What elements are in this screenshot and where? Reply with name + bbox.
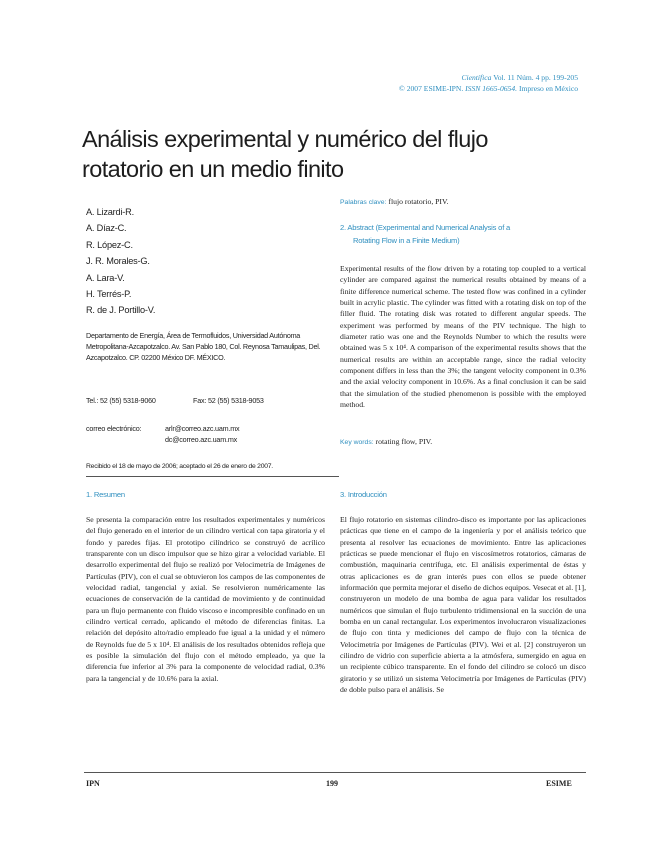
title-line-2: rotatorio en un medio finito <box>82 156 344 182</box>
key-words <box>340 437 432 446</box>
journal-name: Científica <box>461 73 492 82</box>
introduccion-heading: 3. Introducción <box>340 490 387 499</box>
author-list <box>86 204 155 319</box>
printed-text: Impreso en México <box>518 84 578 93</box>
divider <box>86 476 339 477</box>
abstract-heading <box>340 222 590 247</box>
page-number: 199 <box>326 779 338 788</box>
resumen-heading: 1. Resumen <box>86 490 125 499</box>
key-words-label: Key words: <box>340 439 374 446</box>
author: R. de J. Portillo-V. <box>86 305 156 316</box>
affiliation: Departamento de Energía, Área de Termofluidos, Universidad Autónoma Metropolitana-Azcapotzalco. Av. San Pablo 180, Col. Reynosa Tamaulipas, Del. Azcapotzalco. CP. 02200 México DF. MÉXICO. <box>86 331 321 363</box>
phone-number: Tel.: 52 (55) 5318-9060 <box>86 396 156 405</box>
key-words-text: rotating flow, PIV. <box>375 437 433 446</box>
author: A. Lara-V. <box>86 272 125 283</box>
palabras-clave <box>340 197 448 206</box>
journal-issue: Vol. 11 Núm. 4 pp. 199-205 <box>493 73 578 82</box>
footer-right: ESIME <box>546 779 572 788</box>
resumen-text: Se presenta la comparación entre los resultados experimentales y numéricos del flujo generado en el interior de un cilindro vertical con tapa giratoria y el fondo y paredes fijas. El prototipo cilíndrico se construyó de acrílico transparente con un disco impulsor que se hizo girar a velocidad variable. El desarrollo experimental del flujo se realizó por Velocimetría de Imágenes de Partículas (PIV), con el cual se obtuvieron los campos de las componentes de velocidad radial, tangencial y axial. Se resolvieron numéricamente las ecuaciones de conservación de la cantidad de movimiento y de continuidad para un flujo permanente con fluido viscoso e incompresible confinado en un cilindro vertical cerrado, aplicando el método de diferencias finitas. La relación del depósito alto/radio empleado fue igual a la unidad y el número de Reynolds fue de 5 x 10⁴. El análisis de los resultados obtenidos refleja que es posible la simulación del flujo con el método empleado, ya que la diferencia fue inferior al 3% para la componente de velocidad radial, 0.3% para la tangencial y de 10.6% para la axial. <box>86 515 325 683</box>
article-title <box>82 124 582 184</box>
received-date: Recibido el 18 de mayo de 2006; aceptado el 26 de enero de 2007. <box>86 463 273 470</box>
issn-text: ISSN 1665-0654. <box>465 84 518 93</box>
footer-left: IPN <box>86 779 100 788</box>
introduccion-text: El flujo rotatorio en sistemas cilindro-disco es importante por las aplicaciones prácticas que tiene en el campo de la ingeniería y por el análisis teórico que presenta al resolver las ecuaciones de movimiento. Entre las aplicaciones prácticas se puede mencionar el flujo en viscosímetros rotatorios, cámaras de combustión, maquinaria centrífuga, etc. El análisis experimental de éstas y otras aplicaciones es de gran interés pues con ellos se puede obtener información que permita mejorar el diseño de dichos equipos. Vesecat et al. [1], construyeron un modelo de una bomba de agua para validar los resultados numéricos que simulan el flujo turbulento tridimensional en la succión de una bomba en un canal rectangular. Los experimentos involucraron visualizaciones de flujo con tinta y mediciones del campo de flujo con la técnica de Velocimetría por Imágenes de Partículas (PIV). Wei et al. [2] construyeron un cilindro de vidrio con superficie abierta a la atmósfera, sumergido en agua en un recipiente cúbico transparente. En el fondo del cilindro se colocó un disco giratorio y se utilizó un sistema Velocimetría por Imágenes de Partículas (PIV) de doble pulso para el análisis. Se <box>340 515 586 695</box>
abstract-heading-line-2: Rotating Flow in a Finite Medium) <box>353 235 460 245</box>
author: A. Lizardi-R. <box>86 207 134 217</box>
title-line-1: Análisis experimental y numérico del flujo <box>82 126 488 152</box>
phone-line <box>86 396 264 405</box>
palabras-clave-text: flujo rotatorio, PIV. <box>388 197 449 206</box>
email-link[interactable]: arlr@correo.azc.uam.mx <box>165 424 240 433</box>
author: J. R. Morales-G. <box>86 256 150 267</box>
fax-number: Fax: 52 (55) 5318-9053 <box>193 396 264 405</box>
email-link[interactable]: dc@correo.azc.uam.mx <box>165 435 237 444</box>
abstract-text: Experimental results of the flow driven by a rotating top coupled to a vertical cylinder are compared against the numerical results obtained by means of a finite difference numerical scheme. The tested flow was confined in a cylinder built in acrylic plastic. The cylinder was fitted with a rotating disk on top of the filler fluid. The rotating disk was rotated to different angular speeds. The experiment was performed by means of the PIV technique. The high to diameter ratio was one and the Reynolds Number to which the results were obtained was 5 x 10⁴. A comparison of the experimental results shows that the numerical results are within an acceptable range, since the radial velocity component differs in less than the 3%; the tangent velocity component in 0.3% and the axial velocity component in 10.6%. As a final conclusion it can be said that the simulation of the studied phenomenon is possible with the employed method. <box>340 264 586 410</box>
copyright-text: © 2007 ESIME-IPN. <box>399 84 464 93</box>
palabras-clave-label: Palabras clave: <box>340 199 387 206</box>
email-label: correo electrónico: <box>86 424 142 433</box>
abstract-heading-line-1: 2. Abstract (Experimental and Numerical Analysis of a <box>340 223 511 232</box>
author: R. López-C. <box>86 239 133 250</box>
journal-citation <box>399 72 578 83</box>
journal-copyright <box>399 83 578 94</box>
author: A. Díaz-C. <box>86 223 127 234</box>
author: H. Terrés-P. <box>86 289 132 300</box>
footer-rule <box>84 772 586 773</box>
journal-header <box>399 72 578 94</box>
